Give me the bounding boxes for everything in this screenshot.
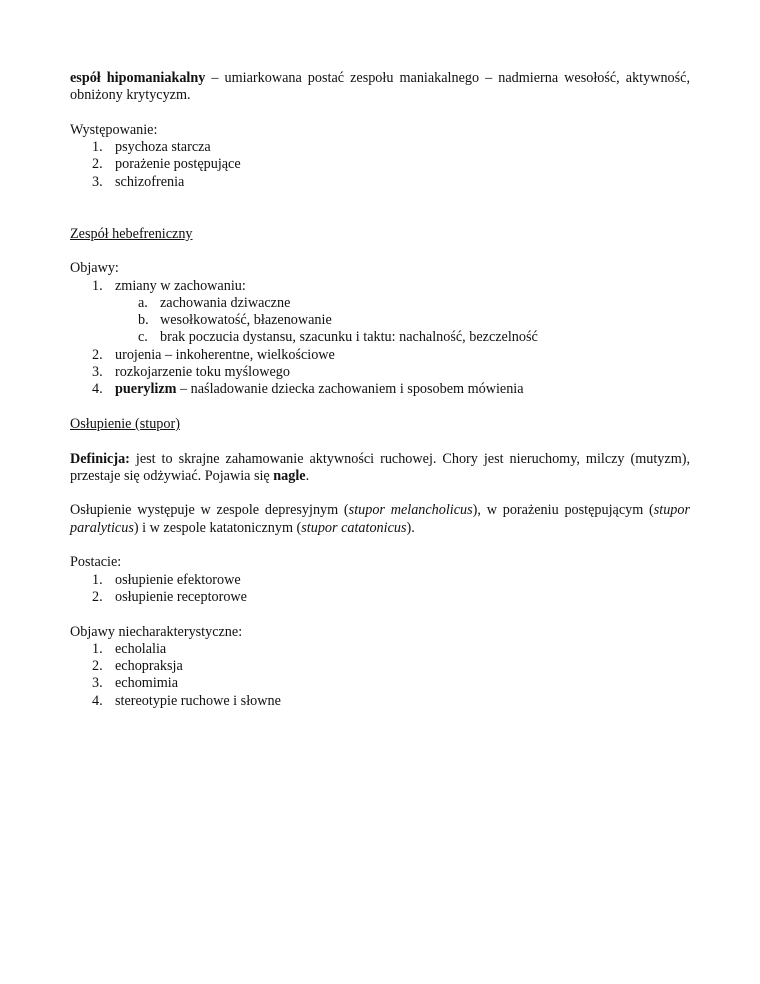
intro-text: – umiarkowana postać zespołu maniakalnego – nadmierna wesołość, aktywność, obniżony krytycyzm. bbox=[70, 70, 690, 104]
postacie-label: Postacie: bbox=[70, 554, 122, 571]
list-item: 4. puerylizm – naśladowanie dziecka zachowaniem i sposobem mówienia bbox=[92, 381, 524, 398]
wystepowanie-list bbox=[70, 139, 690, 191]
hebe-list-cont bbox=[70, 347, 690, 399]
niechar-list bbox=[70, 641, 690, 710]
list-item: 4. stereotypie ruchowe i słowne bbox=[92, 692, 281, 709]
list-item: b. wesołkowatość, błazenowanie bbox=[138, 312, 332, 329]
intro-term: espół hipomaniakalny bbox=[70, 70, 206, 86]
postacie-list bbox=[70, 572, 690, 607]
hebe-heading: Zespół hebefreniczny bbox=[70, 225, 193, 242]
list-item: 1. osłupienie efektorowe bbox=[92, 571, 241, 588]
list-item: 3. rozkojarzenie toku myślowego bbox=[92, 364, 290, 381]
niechar-label: Objawy niecharakterystyczne: bbox=[70, 623, 243, 640]
list-item: 1. psychoza starcza bbox=[92, 139, 211, 156]
stupor-definition: Definicja: jest to skrajne zahamowanie aktywności ruchowej. Chory jest nieruchomy, milczy (mutyzm), przestaje się odżywiać. Pojawia się nagle. bbox=[70, 450, 690, 484]
list-item: 2. porażenie postępujące bbox=[92, 156, 241, 173]
list-item: 3. echomimia bbox=[92, 675, 179, 692]
hebe-objawy-label: Objawy: bbox=[70, 260, 119, 277]
hebe-sublist bbox=[70, 295, 690, 347]
list-item: 2. osłupienie receptorowe bbox=[92, 588, 247, 605]
list-item: c. brak poczucia dystansu, szacunku i taktu: nachalność, bezczelność bbox=[138, 329, 538, 346]
list-item: 2. echopraksja bbox=[92, 658, 183, 675]
hebe-list bbox=[70, 278, 690, 295]
document-body bbox=[70, 70, 690, 710]
list-item: a. zachowania dziwaczne bbox=[138, 294, 291, 311]
wystepowanie-label: Występowanie: bbox=[70, 121, 158, 138]
stupor-heading: Osłupienie (stupor) bbox=[70, 415, 180, 432]
list-item: 3. schizofrenia bbox=[92, 173, 185, 190]
stupor-occurrence: Osłupienie występuje w zespole depresyjnym (stupor melancholicus), w porażeniu postępującym (stupor paralyticus) i w zespole katatonicznym (stupor catatonicus). bbox=[70, 502, 691, 536]
list-item: 2. urojenia – inkoherentne, wielkościowe bbox=[92, 346, 335, 363]
definition-label: Definicja: bbox=[70, 450, 130, 467]
intro-paragraph bbox=[70, 70, 690, 105]
list-item: 1. echolalia bbox=[92, 640, 167, 657]
list-item: 1. zmiany w zachowaniu: bbox=[92, 277, 246, 294]
